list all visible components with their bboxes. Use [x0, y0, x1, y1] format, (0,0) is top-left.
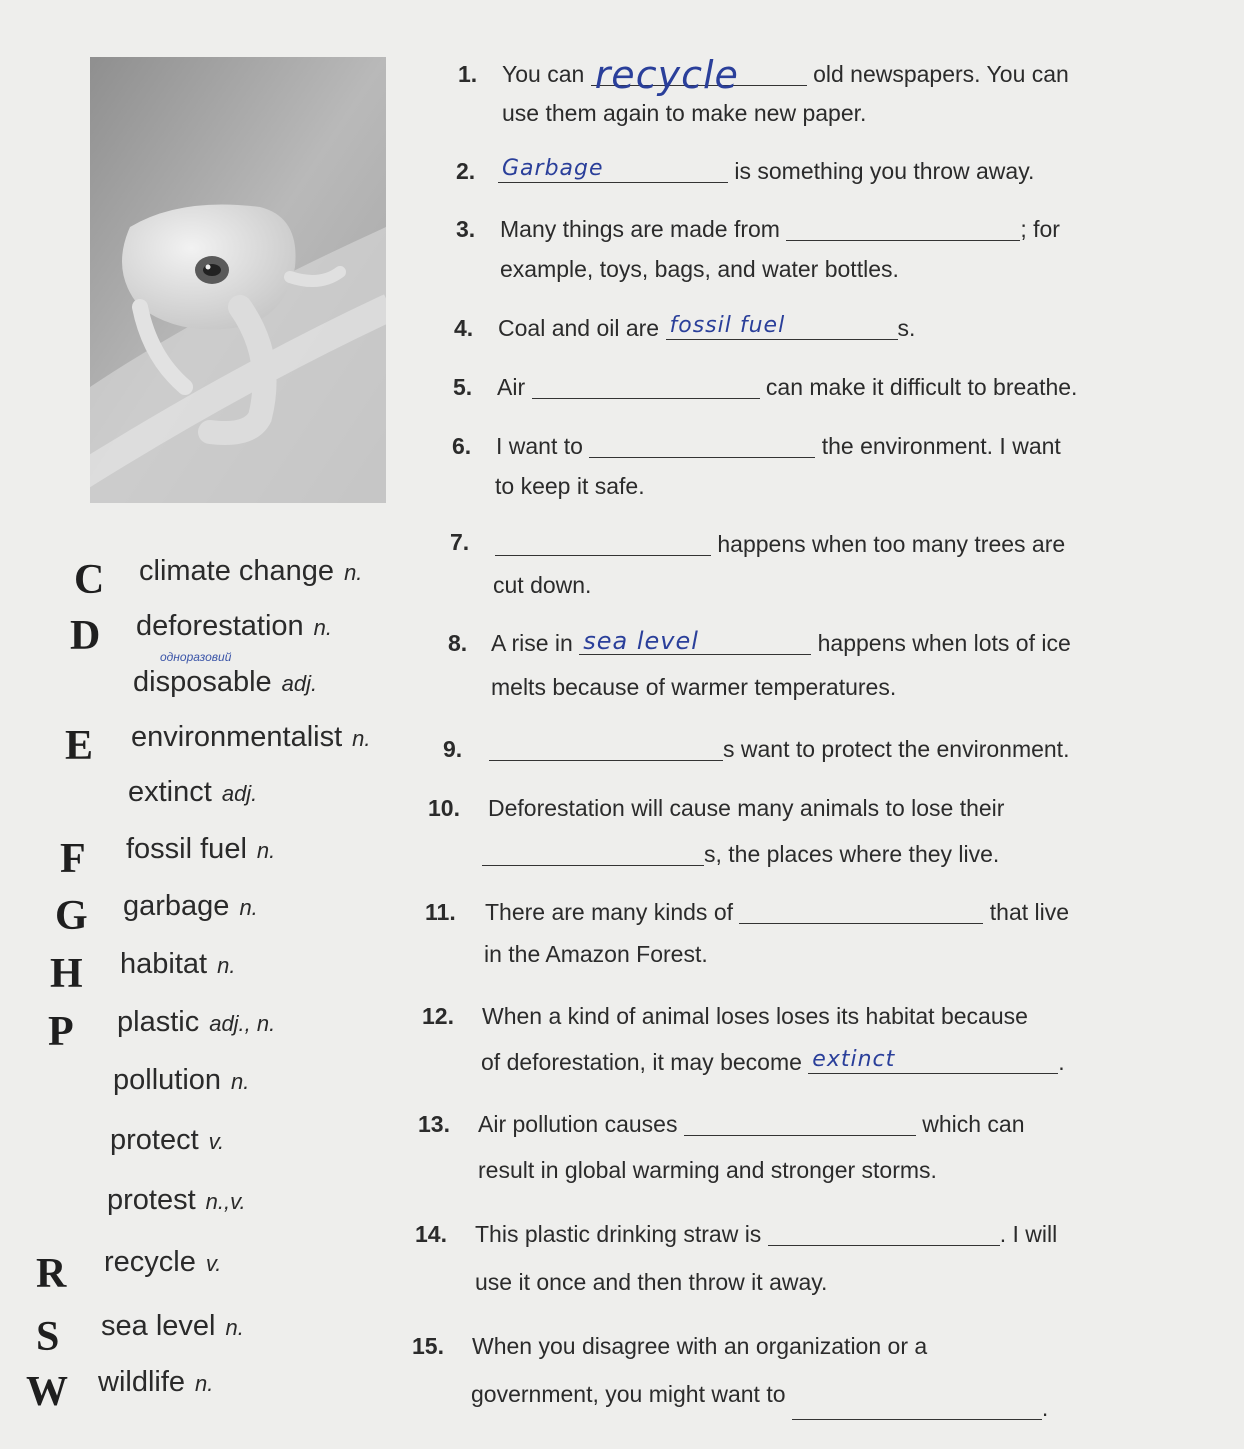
question-7-line-2: cut down. — [493, 572, 592, 598]
glossary-letter-w: W — [26, 1369, 68, 1415]
question-15: 15. When you disagree with an organization or a — [412, 1333, 928, 1359]
glossary-word-plastic: plastic adj., n. — [117, 1006, 276, 1038]
answer-blank-12[interactable] — [808, 1047, 1058, 1074]
question-12-line-2: of deforestation, it may become extinct . — [481, 1047, 1065, 1075]
answer-blank-7[interactable] — [495, 533, 711, 556]
answer-blank-14[interactable] — [768, 1223, 1000, 1246]
glossary-word-disposable: disposable adj. — [133, 666, 318, 698]
question-10: 10. Deforestation will cause many animals to lose their — [428, 795, 1005, 821]
question-2: 2. Garbage is something you throw away. — [456, 156, 1035, 184]
handwritten-answer: fossil fuel — [669, 313, 786, 338]
answer-blank-5[interactable] — [532, 376, 760, 399]
frog-photo — [90, 57, 386, 503]
question-15-line-2: government, you might want to . — [471, 1381, 1049, 1421]
question-5: 5. Air can make it difficult to breathe. — [453, 374, 1078, 400]
glossary-word-protect: protect v. — [110, 1124, 225, 1156]
question-8: 8. A rise in sea level happens when lots of ice — [448, 627, 1071, 656]
answer-blank-11[interactable] — [739, 901, 983, 924]
answer-blank-8[interactable] — [579, 627, 811, 655]
question-11: 11. There are many kinds of that live — [425, 899, 1070, 925]
question-1: 1. You can recycle old newspapers. You can — [458, 53, 1069, 97]
glossary-letter-s: S — [36, 1314, 60, 1360]
answer-blank-4[interactable] — [666, 313, 898, 340]
glossary-letter-r: R — [36, 1251, 67, 1297]
question-6-line-2: to keep it safe. — [495, 473, 645, 499]
glossary-word-wildlife: wildlife n. — [98, 1366, 214, 1398]
handwritten-answer: Garbage — [502, 156, 604, 181]
question-number: 1. — [458, 61, 478, 87]
question-3-line-2: example, toys, bags, and water bottles. — [500, 256, 899, 282]
question-11-line-2: in the Amazon Forest. — [484, 941, 708, 967]
glossary-letter-p: P — [48, 1009, 74, 1055]
question-8-line-2: melts because of warmer temperatures. — [491, 674, 897, 700]
glossary-word-extinct: extinct adj. — [128, 776, 258, 808]
glossary-word-protest: protest n.,v. — [107, 1184, 246, 1216]
glossary-letter-h: H — [50, 951, 83, 997]
question-3: 3. Many things are made from ; for — [456, 216, 1060, 242]
question-4: 4. Coal and oil are fossil fuel s. — [454, 313, 916, 341]
glossary-word-sea-level: sea level n. — [101, 1310, 244, 1342]
glossary-word-garbage: garbage n. — [123, 890, 258, 922]
glossary-letter-c: C — [74, 557, 105, 603]
handwritten-answer: extinct — [812, 1047, 896, 1072]
question-14-line-2: use it once and then throw it away. — [475, 1269, 828, 1295]
glossary-word-fossil-fuel: fossil fuel n. — [126, 833, 276, 865]
answer-blank-13[interactable] — [684, 1113, 916, 1136]
glossary-word-recycle: recycle v. — [104, 1246, 222, 1278]
answer-blank-10[interactable] — [482, 843, 704, 866]
glossary-word-climate-change: climate change n. — [139, 555, 363, 587]
glossary-letter-g: G — [55, 893, 88, 939]
glossary-word-deforestation: deforestation n. — [136, 610, 333, 642]
answer-blank-15[interactable] — [792, 1397, 1042, 1420]
answer-blank-2[interactable] — [498, 156, 728, 183]
answer-blank-1[interactable] — [591, 53, 807, 97]
glossary-letter-e: E — [65, 723, 94, 769]
question-9: 9. s want to protect the environment. — [443, 736, 1070, 762]
handwritten-answer: recycle — [594, 53, 739, 97]
glossary-letter-f: F — [60, 836, 86, 882]
glossary-word-pollution: pollution n. — [113, 1064, 250, 1096]
tree-frog-photo-icon — [90, 57, 386, 503]
question-14: 14. This plastic drinking straw is . I will — [415, 1221, 1058, 1247]
glossary-word-environmentalist: environmentalist n. — [131, 721, 371, 753]
question-12: 12. When a kind of animal loses loses its habitat because — [422, 1003, 1028, 1029]
handwritten-answer: sea level — [583, 627, 699, 655]
question-7: 7. happens when too many trees are — [450, 529, 1066, 557]
glossary-word-habitat: habitat n. — [120, 948, 236, 980]
question-1-line-2: use them again to make new paper. — [502, 100, 867, 126]
answer-blank-6[interactable] — [589, 435, 815, 458]
answer-blank-3[interactable] — [786, 218, 1020, 241]
glossary-letter-d: D — [70, 613, 101, 659]
question-10-line-2: s, the places where they live. — [482, 842, 999, 866]
question-6: 6. I want to the environment. I want — [452, 433, 1061, 459]
question-13-line-2: result in global warming and stronger storms. — [478, 1157, 937, 1183]
answer-blank-9[interactable] — [489, 738, 723, 761]
question-13: 13. Air pollution causes which can — [418, 1111, 1025, 1137]
handwritten-note: одноразовий — [160, 650, 232, 664]
